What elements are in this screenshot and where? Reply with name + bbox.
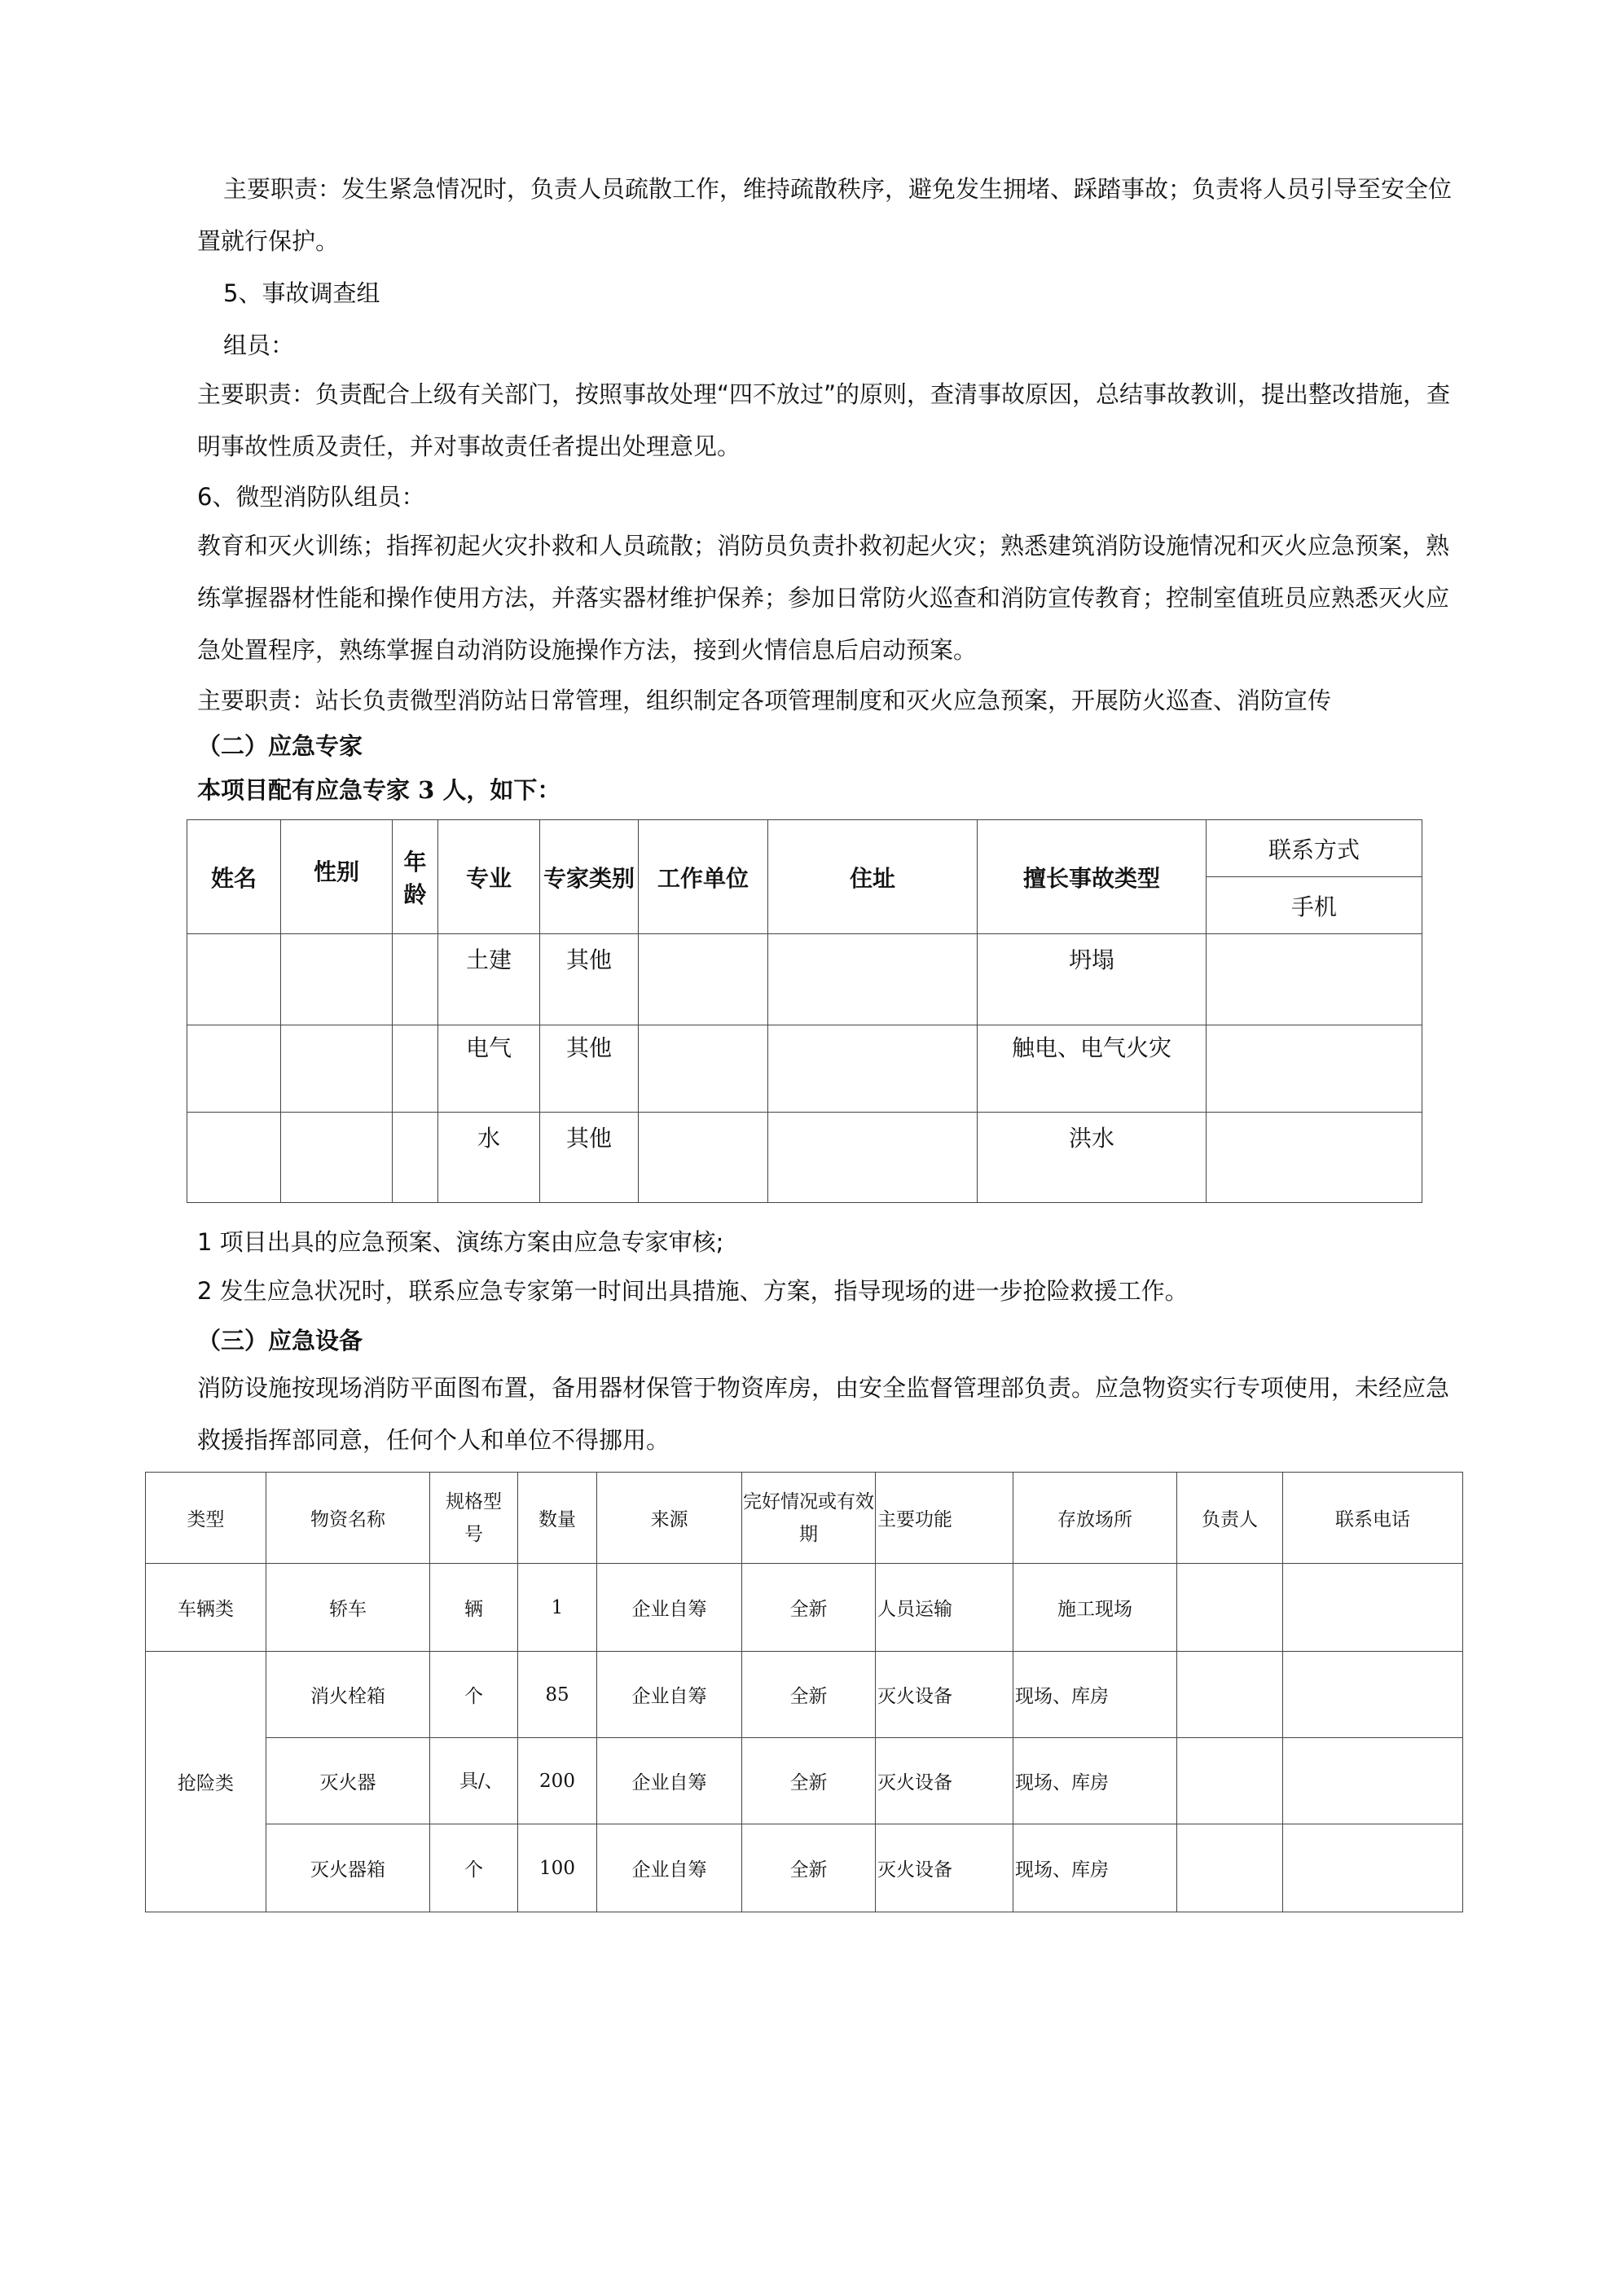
cell-specialty: 坍塌 [978, 934, 1207, 1025]
table-row [146, 1738, 1463, 1824]
cell-function: 人员运输 [876, 1564, 1013, 1652]
header-address: 住址 [768, 820, 978, 934]
equipment-table [145, 1472, 1463, 1912]
cell-item-name: 消火栓箱 [266, 1652, 430, 1738]
cell-name [187, 1113, 281, 1203]
cell-address [768, 1113, 978, 1203]
cell-item-name: 灭火器 [266, 1738, 430, 1824]
cell-category: 其他 [540, 1025, 639, 1113]
cell-function: 灭火设备 [876, 1824, 1013, 1912]
table-row [187, 934, 1422, 1025]
cell-owner [1177, 1738, 1283, 1824]
cell-spec: 具/、 [430, 1738, 518, 1824]
cell-function: 灭火设备 [876, 1738, 1013, 1824]
table-row [187, 1113, 1422, 1203]
section-heading-fire-brigade: 6、微型消防队组员： [197, 483, 425, 511]
members-label: 组员： [223, 331, 295, 359]
cell-major: 土建 [438, 934, 540, 1025]
cell-specialty: 触电、电气火灾 [978, 1025, 1207, 1113]
cell-gender [281, 934, 393, 1025]
cell-name [187, 1025, 281, 1113]
section-heading-equipment: （三）应急设备 [197, 1327, 363, 1354]
section-heading-experts: （二）应急专家 [197, 732, 363, 760]
cell-address [768, 1025, 978, 1113]
cell-age [393, 1025, 438, 1113]
cell-item-name: 灭火器箱 [266, 1824, 430, 1912]
duty-paragraph-investigation: 主要职责：负责配合上级有关部门，按照事故处理“四不放过”的原则，查清事故原因，总结事故教训，提出整改措施，查明事故性质及责任，并对事故责任者提出处理意见。 [197, 380, 1451, 460]
cell-category: 其他 [540, 1113, 639, 1203]
header-age: 年龄 [393, 820, 438, 934]
cell-function: 灭火设备 [876, 1652, 1013, 1738]
cell-major: 水 [438, 1113, 540, 1203]
header-name: 姓名 [187, 820, 281, 934]
header-unit: 工作单位 [639, 820, 768, 934]
header-owner: 负责人 [1177, 1473, 1283, 1564]
cell-location: 现场、库房 [1013, 1652, 1177, 1738]
cell-spec: 辆 [430, 1564, 518, 1652]
cell-source: 企业自筹 [597, 1652, 742, 1738]
cell-source: 企业自筹 [597, 1824, 742, 1912]
cell-owner [1177, 1564, 1283, 1652]
cell-mobile [1207, 1113, 1422, 1203]
cell-source: 企业自筹 [597, 1564, 742, 1652]
cell-unit [639, 1025, 768, 1113]
cell-mobile [1207, 934, 1422, 1025]
cell-age [393, 934, 438, 1025]
header-item-name: 物资名称 [266, 1473, 430, 1564]
header-location: 存放场所 [1013, 1473, 1177, 1564]
cell-owner [1177, 1652, 1283, 1738]
duty-paragraph-station: 主要职责：站长负责微型消防站日常管理，组织制定各项管理制度和灭火应急预案，开展防火巡查、消防宣传 [197, 687, 1332, 714]
experts-table [187, 819, 1422, 1203]
cell-item-name: 轿车 [266, 1564, 430, 1652]
fire-brigade-paragraph: 教育和灭火训练；指挥初起火灾扑救和人员疏散；消防员负责扑救初起火灾；熟悉建筑消防设施情况和灭火应急预案，熟练掌握器材性能和操作使用方法，并落实器材维护保养；参加日常防火巡查和消防宣传教育；控制室值班员应熟悉灭火应急处置程序，熟练掌握自动消防设施操作方法，接到火情信息后启动预案。 [197, 532, 1450, 664]
cell-source: 企业自筹 [597, 1738, 742, 1824]
cell-major: 电气 [438, 1025, 540, 1113]
group-rescue: 抢险类 [146, 1652, 266, 1912]
note-1: 1 项目出具的应急预案、演练方案由应急专家审核; [197, 1228, 724, 1256]
cell-condition: 全新 [742, 1824, 876, 1912]
cell-quantity: 100 [518, 1824, 597, 1912]
cell-phone [1283, 1738, 1463, 1824]
cell-spec: 个 [430, 1652, 518, 1738]
table-row [146, 1652, 1463, 1738]
header-type: 类型 [146, 1473, 266, 1564]
header-source: 来源 [597, 1473, 742, 1564]
table-row [187, 1025, 1422, 1113]
experts-intro: 本项目配有应急专家 3 人，如下： [197, 776, 561, 804]
section-heading-accident-investigation: 5、事故调查组 [223, 279, 380, 307]
note-2: 2 发生应急状况时，联系应急专家第一时间出具措施、方案，指导现场的进一步抢险救援工作。 [197, 1277, 1189, 1305]
cell-name [187, 934, 281, 1025]
cell-quantity: 200 [518, 1738, 597, 1824]
duty-paragraph-evacuation: 主要职责：发生紧急情况时，负责人员疏散工作，维持疏散秩序，避免发生拥堵、踩踏事故；负责将人员引导至安全位置就行保护。 [197, 175, 1453, 255]
header-gender: 性别 [281, 820, 393, 934]
cell-mobile [1207, 1025, 1422, 1113]
cell-age [393, 1113, 438, 1203]
cell-condition: 全新 [742, 1652, 876, 1738]
equipment-paragraph: 消防设施按现场消防平面图布置，备用器材保管于物资库房，由安全监督管理部负责。应急物资实行专项使用，未经应急救援指挥部同意，任何个人和单位不得挪用。 [197, 1374, 1450, 1454]
table-row [146, 1564, 1463, 1652]
header-contact: 联系方式 [1207, 820, 1422, 877]
header-quantity: 数量 [518, 1473, 597, 1564]
experts-header-row [187, 820, 1422, 877]
header-spec: 规格型号 [430, 1473, 518, 1564]
cell-specialty: 洪水 [978, 1113, 1207, 1203]
cell-quantity: 85 [518, 1652, 597, 1738]
header-phone: 联系电话 [1283, 1473, 1463, 1564]
header-major: 专业 [438, 820, 540, 934]
cell-phone [1283, 1652, 1463, 1738]
header-mobile: 手机 [1207, 877, 1422, 934]
table-row [146, 1824, 1463, 1912]
cell-phone [1283, 1564, 1463, 1652]
cell-condition: 全新 [742, 1738, 876, 1824]
cell-gender [281, 1025, 393, 1113]
header-category: 专家类别 [540, 820, 639, 934]
cell-category: 其他 [540, 934, 639, 1025]
cell-quantity: 1 [518, 1564, 597, 1652]
cell-unit [639, 1113, 768, 1203]
cell-phone [1283, 1824, 1463, 1912]
cell-owner [1177, 1824, 1283, 1912]
header-specialty: 擅长事故类型 [978, 820, 1207, 934]
cell-location: 现场、库房 [1013, 1738, 1177, 1824]
header-function: 主要功能 [876, 1473, 1013, 1564]
cell-unit [639, 934, 768, 1025]
cell-address [768, 934, 978, 1025]
header-condition: 完好情况或有效期 [742, 1473, 876, 1564]
group-vehicle: 车辆类 [146, 1564, 266, 1652]
cell-location: 现场、库房 [1013, 1824, 1177, 1912]
equipment-header-row [146, 1473, 1463, 1564]
cell-gender [281, 1113, 393, 1203]
cell-location: 施工现场 [1013, 1564, 1177, 1652]
cell-condition: 全新 [742, 1564, 876, 1652]
cell-spec: 个 [430, 1824, 518, 1912]
